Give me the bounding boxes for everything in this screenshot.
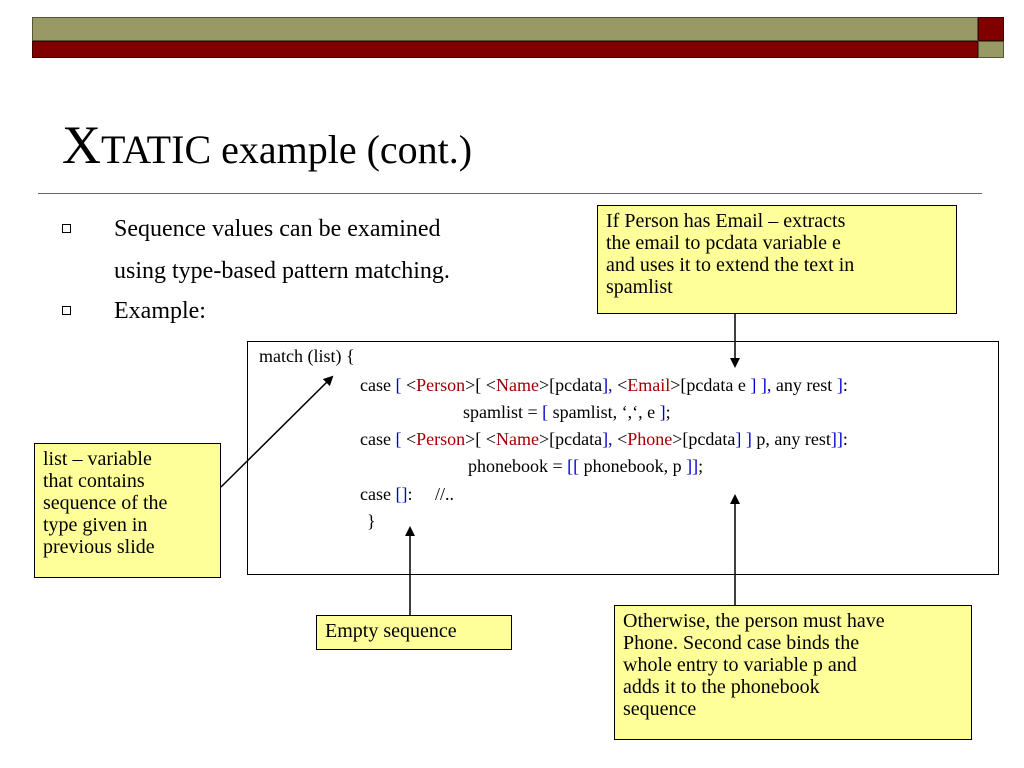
callout-line: If Person has Email – extracts: [606, 210, 846, 232]
callout-line: sequence of the: [43, 492, 168, 514]
callout-line: Phone. Second case binds the: [623, 632, 860, 654]
code-line-1: match (list) {: [259, 346, 355, 366]
callout-line: list – variable: [43, 448, 152, 470]
code-line-7: }: [367, 511, 376, 531]
callout-line: spamlist: [606, 276, 673, 298]
callout-line: previous slide: [43, 536, 155, 558]
bullet-text: Example:: [114, 298, 206, 324]
arrow-list: [221, 377, 332, 487]
title-first-letter: X: [62, 115, 101, 175]
bullet-text: using type-based pattern matching.: [114, 258, 450, 284]
callout-line: and uses it to extend the text in: [606, 254, 855, 276]
callout-line: Empty sequence: [325, 620, 457, 642]
callout-line: the email to pcdata variable e: [606, 232, 841, 254]
callout-line: whole entry to variable p and: [623, 654, 857, 676]
title-rest: TATIC example (cont.): [101, 127, 473, 172]
callout-line: that contains: [43, 470, 145, 492]
callout-line: adds it to the phonebook: [623, 676, 820, 698]
callout-line: type given in: [43, 514, 148, 536]
callout-line: sequence: [623, 698, 697, 720]
code-line-6: case []: //..: [360, 484, 454, 504]
code-line-5: phonebook = [[ phonebook, p ]];: [468, 456, 704, 476]
code-line-2: case [ <Person>[ <Name>[pcdata], <Email>[pcdata e ] ], any rest ]:: [360, 375, 848, 395]
code-line-4: case [ <Person>[ <Name>[pcdata], <Phone>[pcdata] ] p, any rest]]:: [360, 429, 848, 449]
code-line-3: spamlist = [ spamlist, ‘,‘, e ];: [463, 402, 671, 422]
callout-line: Otherwise, the person must have: [623, 610, 885, 632]
bullet-text: Sequence values can be examined: [114, 216, 441, 242]
